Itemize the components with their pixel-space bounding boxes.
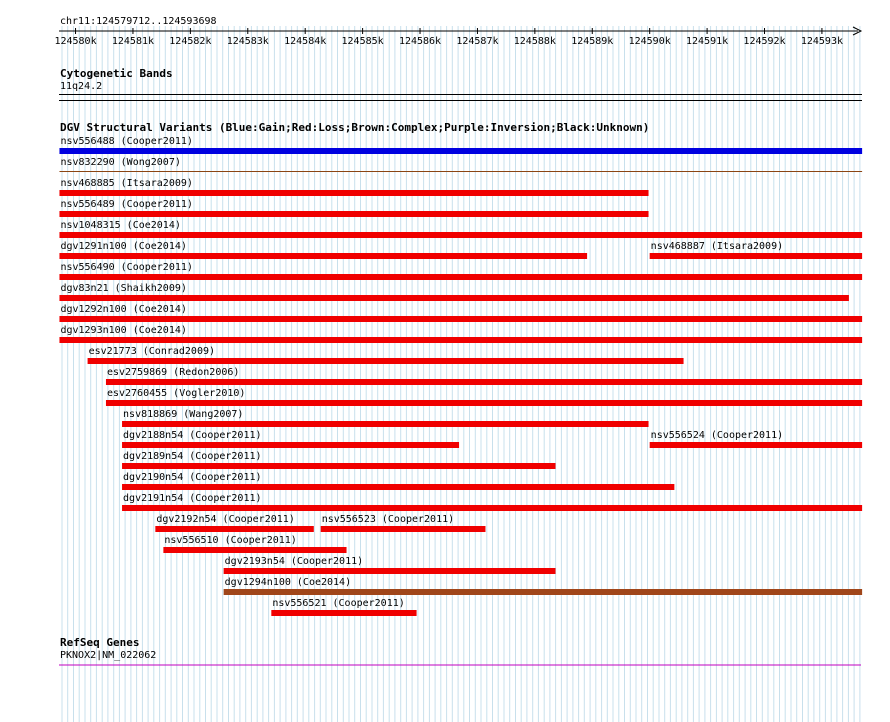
sv-feature-bar[interactable] [59,171,862,172]
sv-label: nsv556490 (Cooper2011) [60,262,193,273]
gene-label: PKNOX2|NM_022062 [60,650,157,661]
sv-label: dgv2192n54 (Cooper2011) [156,514,295,525]
sv-feature-bar[interactable] [59,190,648,196]
cytogenetic-bands-track[interactable] [59,67,862,101]
refseq-title: RefSeq Genes [60,636,140,649]
location-label: chr11:124579712..124593698 [60,16,217,27]
refseq-genes-track[interactable] [59,636,861,665]
ruler-tick-label: 124591k [686,36,729,47]
sv-feature-bar[interactable] [106,400,862,406]
ruler-tick-label: 124593k [800,36,844,47]
sv-feature-bar[interactable] [122,505,862,511]
sv-label: nsv832290 (Wong2007) [60,157,181,168]
sv-feature-bar[interactable] [59,232,862,238]
sv-label: dgv83n21 (Shaikh2009) [60,283,187,294]
sv-label: esv2759869 (Redon2006) [106,367,240,378]
ruler-tick-label: 124588k [513,36,556,47]
sv-label: esv2760455 (Vogler2010) [106,388,246,399]
sv-label: dgv2188n54 (Cooper2011) [123,430,262,441]
sv-feature-bar[interactable] [163,547,346,553]
ruler-track[interactable] [54,16,861,47]
sv-label: esv21773 (Conrad2009) [88,346,216,357]
ruler-tick-label: 124583k [226,36,269,47]
ruler-tick-label: 124586k [398,36,442,47]
sv-feature-bar[interactable] [106,379,862,385]
ruler-tick-label: 124587k [456,36,499,47]
sv-feature-bar[interactable] [59,211,648,217]
sv-label: nsv556489 (Cooper2011) [60,199,193,210]
sv-feature-bar[interactable] [122,442,459,448]
sv-feature-bar[interactable] [224,568,556,574]
sv-label: nsv1048315 (Coe2014) [60,220,181,231]
sv-label: dgv1292n100 (Coe2014) [60,304,187,315]
sv-feature-bar[interactable] [59,295,848,301]
ruler-tick-label: 124580k [54,36,97,47]
ruler-tick-label: 124589k [571,36,614,47]
sv-label: dgv2193n54 (Cooper2011) [224,556,364,567]
ruler-tick-label: 124582k [169,36,212,47]
sv-feature-bar[interactable] [59,148,862,154]
sv-label: nsv468885 (Itsara2009) [60,178,193,189]
sv-feature-bar[interactable] [59,274,862,280]
sv-label: dgv1293n100 (Coe2014) [60,325,187,336]
dgv-structural-variants-track[interactable] [59,121,862,616]
ruler-tick-label: 124592k [743,36,786,47]
dgv-features [59,136,862,616]
sv-feature-bar[interactable] [122,421,648,427]
sv-feature-bar[interactable] [650,442,862,448]
sv-feature-bar[interactable] [59,253,587,259]
sv-feature-bar[interactable] [271,610,416,616]
ruler-tick-label: 124581k [111,36,155,47]
sv-feature-bar[interactable] [224,589,862,595]
sv-feature-bar[interactable] [59,337,862,343]
cytobands-title: Cytogenetic Bands [60,67,173,80]
sv-feature-bar[interactable] [321,526,486,532]
sv-label: nsv556521 (Cooper2011) [272,598,405,609]
sv-label: dgv2191n54 (Cooper2011) [123,493,262,504]
sv-feature-bar[interactable] [59,316,862,322]
dgv-title: DGV Structural Variants (Blue:Gain;Red:Loss;Brown:Complex;Purple:Inversion;Black:Unknown) [60,121,650,134]
sv-label: dgv2190n54 (Cooper2011) [123,472,262,483]
sv-label: dgv1294n100 (Coe2014) [224,577,352,588]
ruler-tick-label: 124584k [284,36,327,47]
sv-feature-bar[interactable] [122,463,555,469]
sv-label: nsv556523 (Cooper2011) [321,514,455,525]
sv-feature-bar[interactable] [650,253,862,259]
ruler-tick-label: 124585k [341,36,384,47]
ruler-tick-label: 124590k [628,36,671,47]
sv-feature-bar[interactable] [88,358,684,364]
sv-label: dgv2189n54 (Cooper2011) [123,451,262,462]
sv-label: nsv556510 (Cooper2011) [164,535,297,546]
sv-feature-bar[interactable] [122,484,674,490]
cytoband-label: 11q24.2 [60,81,103,92]
sv-label: nsv556524 (Cooper2011) [650,430,784,441]
sv-label: nsv556488 (Cooper2011) [60,136,193,147]
sv-feature-bar[interactable] [155,526,313,532]
sv-label: nsv818869 (Wang2007) [123,409,244,420]
sv-label: nsv468887 (Itsara2009) [650,241,784,252]
sv-label: dgv1291n100 (Coe2014) [60,241,187,252]
